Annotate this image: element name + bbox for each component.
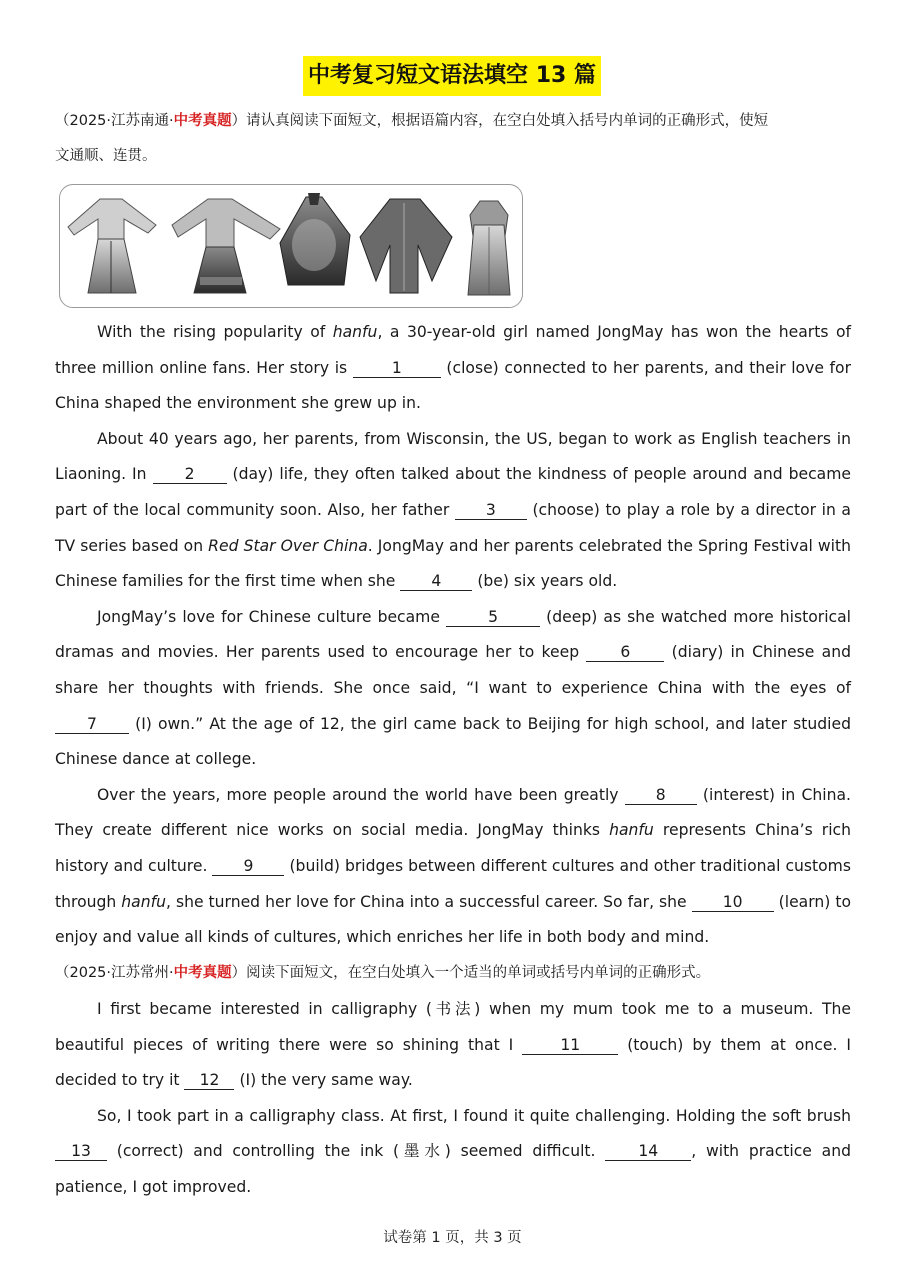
source-prefix: （2025·江苏南通· xyxy=(55,113,174,129)
source-tag: 中考真题 xyxy=(173,965,232,981)
passage-1 xyxy=(55,315,851,956)
source-tag: 中考真题 xyxy=(173,113,232,129)
section2-instructions xyxy=(55,956,855,991)
answer-blank-1[interactable]: 1 xyxy=(353,359,441,378)
paragraph: So, I took part in a calligraphy class. At first, I found it quite challenging. Holding the soft brush 13 (correct) and controlling the ink (墨水) seemed difficult. 14 , with practice and patience, I got improved. xyxy=(55,1106,851,1196)
source-line2: 文通顺、连贯。 xyxy=(55,148,157,164)
answer-blank-4[interactable]: 4 xyxy=(400,572,472,591)
source-prefix: （2025·江苏常州· xyxy=(55,965,174,981)
answer-blank-13[interactable]: 13 xyxy=(55,1142,107,1161)
page-title: 中考复习短文语法填空 13 篇 xyxy=(303,56,601,96)
paragraph: Over the years, more people around the world have been greatly 8 (interest) in China. They create different nice works on social media. JongMay thinks hanfu represents China’s rich history and culture. 9 (build) bridges between different cultures and other traditional customs through hanfu, she turned her love for China into a successful career. So far, she 10 (learn) to enjoy and value all kinds of cultures, which enriches her life in both body and mind. xyxy=(55,785,852,947)
page-footer: 试卷第 1 页，共 3 页 xyxy=(383,1230,522,1246)
hanfu-image-strip xyxy=(59,184,523,308)
paragraph: With the rising popularity of hanfu, a 30-year-old girl named JongMay has won the hearts of three million online fans. Her story is 1 (close) connected to her parents, and their love for China shaped the environment she grew up in. xyxy=(55,323,851,413)
hanfu-outfit-icon xyxy=(360,199,452,293)
source-suffix: ）请认真阅读下面短文，根据语篇内容，在空白处填入括号内单词的正确形式，使短 xyxy=(231,113,769,129)
section1-instructions xyxy=(55,104,855,174)
answer-blank-12[interactable]: 12 xyxy=(184,1071,234,1090)
paragraph: JongMay’s love for Chinese culture became 5 (deep) as she watched more historical dramas and movies. Her parents used to encourage her to keep 6 (diary) in Chinese and share her thoughts with friends. She once said, “I want to experience China with the eyes of 7 (I) own.” At the age of 12, the girl came back to Beijing for high school, and later studied Chinese dance at college. xyxy=(55,607,851,769)
answer-blank-6[interactable]: 6 xyxy=(586,643,664,662)
answer-blank-5[interactable]: 5 xyxy=(446,608,540,627)
answer-blank-7[interactable]: 7 xyxy=(55,715,129,734)
answer-blank-10[interactable]: 10 xyxy=(692,893,774,912)
answer-blank-3[interactable]: 3 xyxy=(455,501,527,520)
paragraph: I first became interested in calligraphy (书法) when my mum took me to a museum. The beautiful pieces of writing there were so shining that I 11 (touch) by them at once. I decided to try it 12 (I) the very same way. xyxy=(55,1000,851,1090)
source-suffix: ）阅读下面短文，在空白处填入一个适当的单词或括号内单词的正确形式。 xyxy=(231,965,711,981)
passage-2 xyxy=(55,992,851,1206)
answer-blank-2[interactable]: 2 xyxy=(153,465,227,484)
answer-blank-11[interactable]: 11 xyxy=(522,1036,618,1055)
paragraph: About 40 years ago, her parents, from Wisconsin, the US, began to work as English teachers in Liaoning. In 2 (day) life, they often talked about the kindness of people around and became part of the local community soon. Also, her father 3 (choose) to play a role by a director in a TV series based on Red Star Over China. JongMay and her parents celebrated the Spring Festival with Chinese families for the first time when she 4 (be) six years old. xyxy=(55,429,851,591)
hanfu-outfit-icon xyxy=(68,199,156,293)
answer-blank-9[interactable]: 9 xyxy=(212,857,284,876)
answer-blank-8[interactable]: 8 xyxy=(625,786,697,805)
hanfu-outfit-icon xyxy=(280,193,350,285)
hanfu-outfit-icon xyxy=(172,199,280,293)
hanfu-outfit-icon xyxy=(468,201,510,295)
answer-blank-14[interactable]: 14 xyxy=(605,1142,691,1161)
